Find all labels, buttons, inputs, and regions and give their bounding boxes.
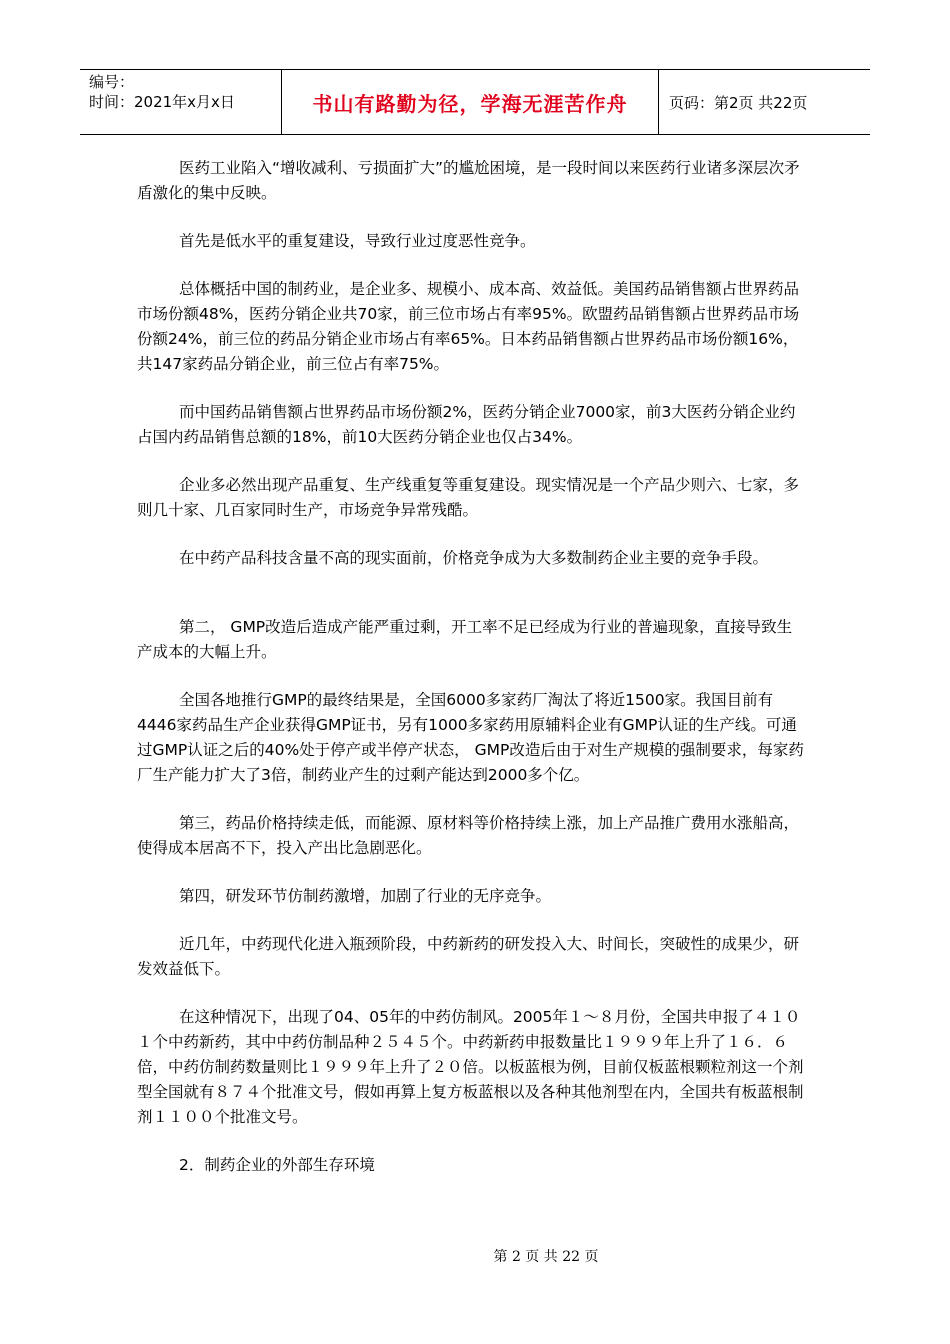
doc-number-label: 编号： [89,73,135,91]
paragraph: 企业多必然出现产品重复、生产线重复等重复建设。现实情况是一个产品少则六、七家，多则几十家、几百家同时生产，市场竞争异常残酷。 [137,476,800,519]
header-motto: 书山有路勤为径，学海无涯苦作舟 [282,70,659,134]
paragraph: 在这种情况下，出现了04、05年的中药仿制风。2005年１～８月份，全国共申报了４１０１个中药新药，其中中药仿制品种２５４５个。中药新药申报数量比１９９９年上升了１６．６倍，中药仿制药数量则比１９９９年上升了２０倍。以板蓝根为例，目前仅板蓝根颗粒剂这一个剂型全国就有８７４个批准文号，假如再算上复方板蓝根以及各种其他剂型在内，全国共有板蓝根制剂１１００个批准文号。 [137,1008,804,1126]
section-heading: 2．制药企业的外部生存环境 [179,1156,375,1174]
paragraph: 总体概括中国的制药业，是企业多、规模小、成本高、效益低。美国药品销售额占世界药品市场份额48%，医药分销企业共70家，前三位市场占有率95%。欧盟药品销售额占世界药品市场份额24%，前三位的药品分销企业市场占有率65%。日本药品销售额占世界药品市场份额16%，共147家药品分销企业，前三位占有率75%。 [137,280,800,373]
paragraph: 全国各地推行GMP的最终结果是，全国6000多家药厂淘汰了将近1500家。我国目前有4446家药品生产企业获得GMP证书，另有1000多家药用原辅料企业有GMP认证的生产线。可通过GMP认证之后的40%处于停产或半停产状态， GMP改造后由于对生产规模的强制要求，每家药厂生产能力扩大了3倍，制药业产生的过剩产能达到2000多个亿。 [137,691,804,784]
paragraph: 医药工业陷入“增收减利、亏损面扩大”的尴尬困境，是一段时间以来医药行业诸多深层次矛盾激化的集中反映。 [137,159,800,202]
document-body [137,156,807,1201]
paragraph: 第四，研发环节仿制药激增，加剧了行业的无序竞争。 [179,887,552,905]
paragraph: 而中国药品销售额占世界药品市场份额2%，医药分销企业7000家，前3大医药分销企业约占国内药品销售总额的18%，前10大医药分销企业也仅占34%。 [137,403,796,446]
paragraph: 近几年，中药现代化进入瓶颈阶段，中药新药的研发投入大、时间长，突破性的成果少，研发效益低下。 [137,935,800,978]
paragraph: 第三，药品价格持续走低，而能源、原材料等价格持续上涨，加上产品推广费用水涨船高，使得成本居高不下，投入产出比急剧恶化。 [137,814,800,857]
page-header [80,69,870,135]
doc-date: 时间：2021年x月x日 [89,93,235,111]
paragraph: 在中药产品科技含量不高的现实面前，价格竞争成为大多数制药企业主要的竞争手段。 [179,549,769,567]
header-meta [80,70,282,134]
header-page-info: 页码：第2页 共22页 [669,93,808,112]
paragraph: 第二， GMP改造后造成产能严重过剩，开工率不足已经成为行业的普遍现象，直接导致生产成本的大幅上升。 [137,618,793,661]
page-footer: 第 2 页 共 22 页 [493,1249,599,1265]
paragraph: 首先是低水平的重复建设，导致行业过度恶性竞争。 [179,232,536,250]
